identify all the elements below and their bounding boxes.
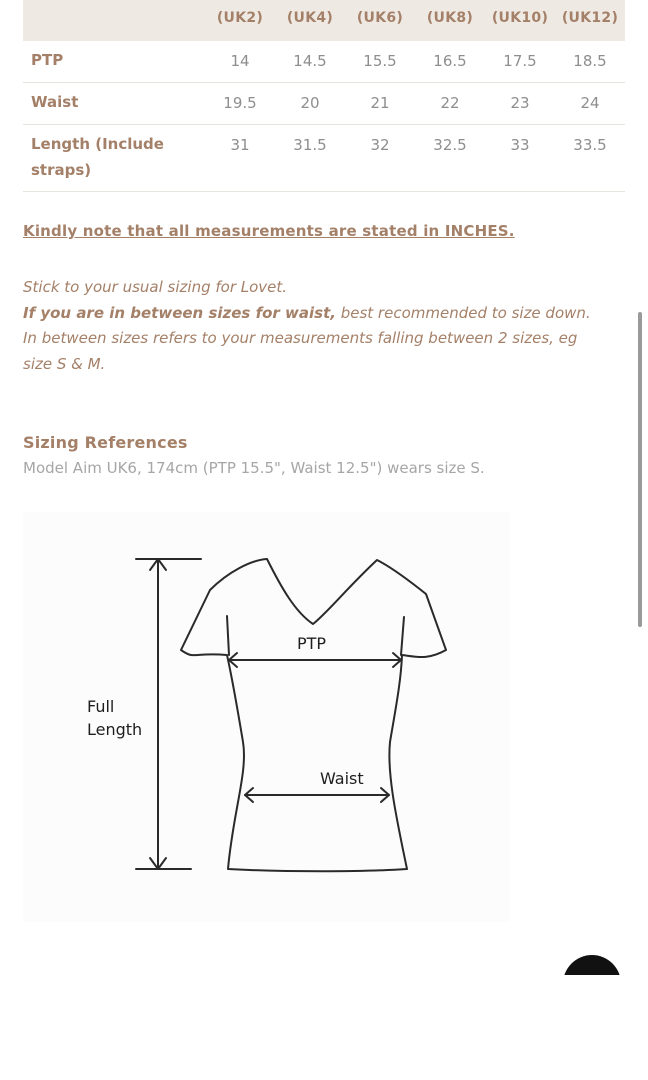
table-cell: 20 <box>300 93 320 112</box>
ptp-label: PTP <box>297 634 327 653</box>
table-cell: 17.5 <box>503 52 537 70</box>
table-row <box>23 82 625 124</box>
sizing-advice <box>23 275 608 377</box>
size-header: (UK8) <box>426 10 474 26</box>
row-label: Length (Include straps) <box>31 134 164 179</box>
advice-rest: best recommended to size down. <box>335 303 591 322</box>
table-cell: 16.5 <box>433 52 467 70</box>
table-cell: 21 <box>370 93 390 112</box>
size-chart-table <box>23 0 625 192</box>
table-cell: 14 <box>230 52 250 70</box>
size-header: (UK2) <box>216 10 264 26</box>
table-cell: 32 <box>370 135 390 154</box>
measurement-diagram <box>23 512 510 922</box>
length-label: Length <box>87 720 143 739</box>
row-label: Waist <box>31 92 79 111</box>
table-cell: 24 <box>580 93 600 112</box>
table-cell: 14.5 <box>293 52 327 70</box>
table-cell: 22 <box>440 93 460 112</box>
advice-line: Stick to your usual sizing for Lovet. <box>23 278 288 296</box>
table-cell: 31 <box>230 135 250 154</box>
advice-line <box>23 301 608 327</box>
floating-action-button[interactable] <box>563 955 621 975</box>
advice-line: In between sizes refers to your measurements falling between 2 sizes, eg size S & M. <box>23 329 578 373</box>
size-header: (UK6) <box>356 10 404 26</box>
table-cell: 18.5 <box>573 52 607 70</box>
size-header-row <box>23 0 625 41</box>
sizing-references-title: Sizing References <box>23 433 188 452</box>
row-label: PTP <box>31 51 64 69</box>
table-row <box>23 124 625 191</box>
measurement-units-note: Kindly note that all measurements are stated in INCHES. <box>23 222 515 240</box>
size-header: (UK4) <box>286 10 334 26</box>
advice-bold: If you are in between sizes for waist, <box>23 303 336 322</box>
table-cell: 15.5 <box>363 52 397 70</box>
scrollbar[interactable] <box>638 312 642 627</box>
table-cell: 33.5 <box>573 135 607 154</box>
table-cell: 23 <box>510 93 530 112</box>
table-cell: 31.5 <box>293 135 327 154</box>
full-label: Full <box>87 697 115 716</box>
fab-circle-icon <box>563 955 621 975</box>
waist-label: Waist <box>320 769 364 788</box>
table-cell: 19.5 <box>223 93 257 112</box>
sizing-references-text: Model Aim UK6, 174cm (PTP 15.5", Waist 12.5") wears size S. <box>23 459 485 477</box>
size-header: (UK10) <box>491 10 549 26</box>
header-empty <box>23 0 205 41</box>
size-header: (UK12) <box>561 10 619 26</box>
table-cell: 32.5 <box>433 135 467 154</box>
table-cell: 33 <box>510 135 530 154</box>
table-row <box>23 41 625 82</box>
